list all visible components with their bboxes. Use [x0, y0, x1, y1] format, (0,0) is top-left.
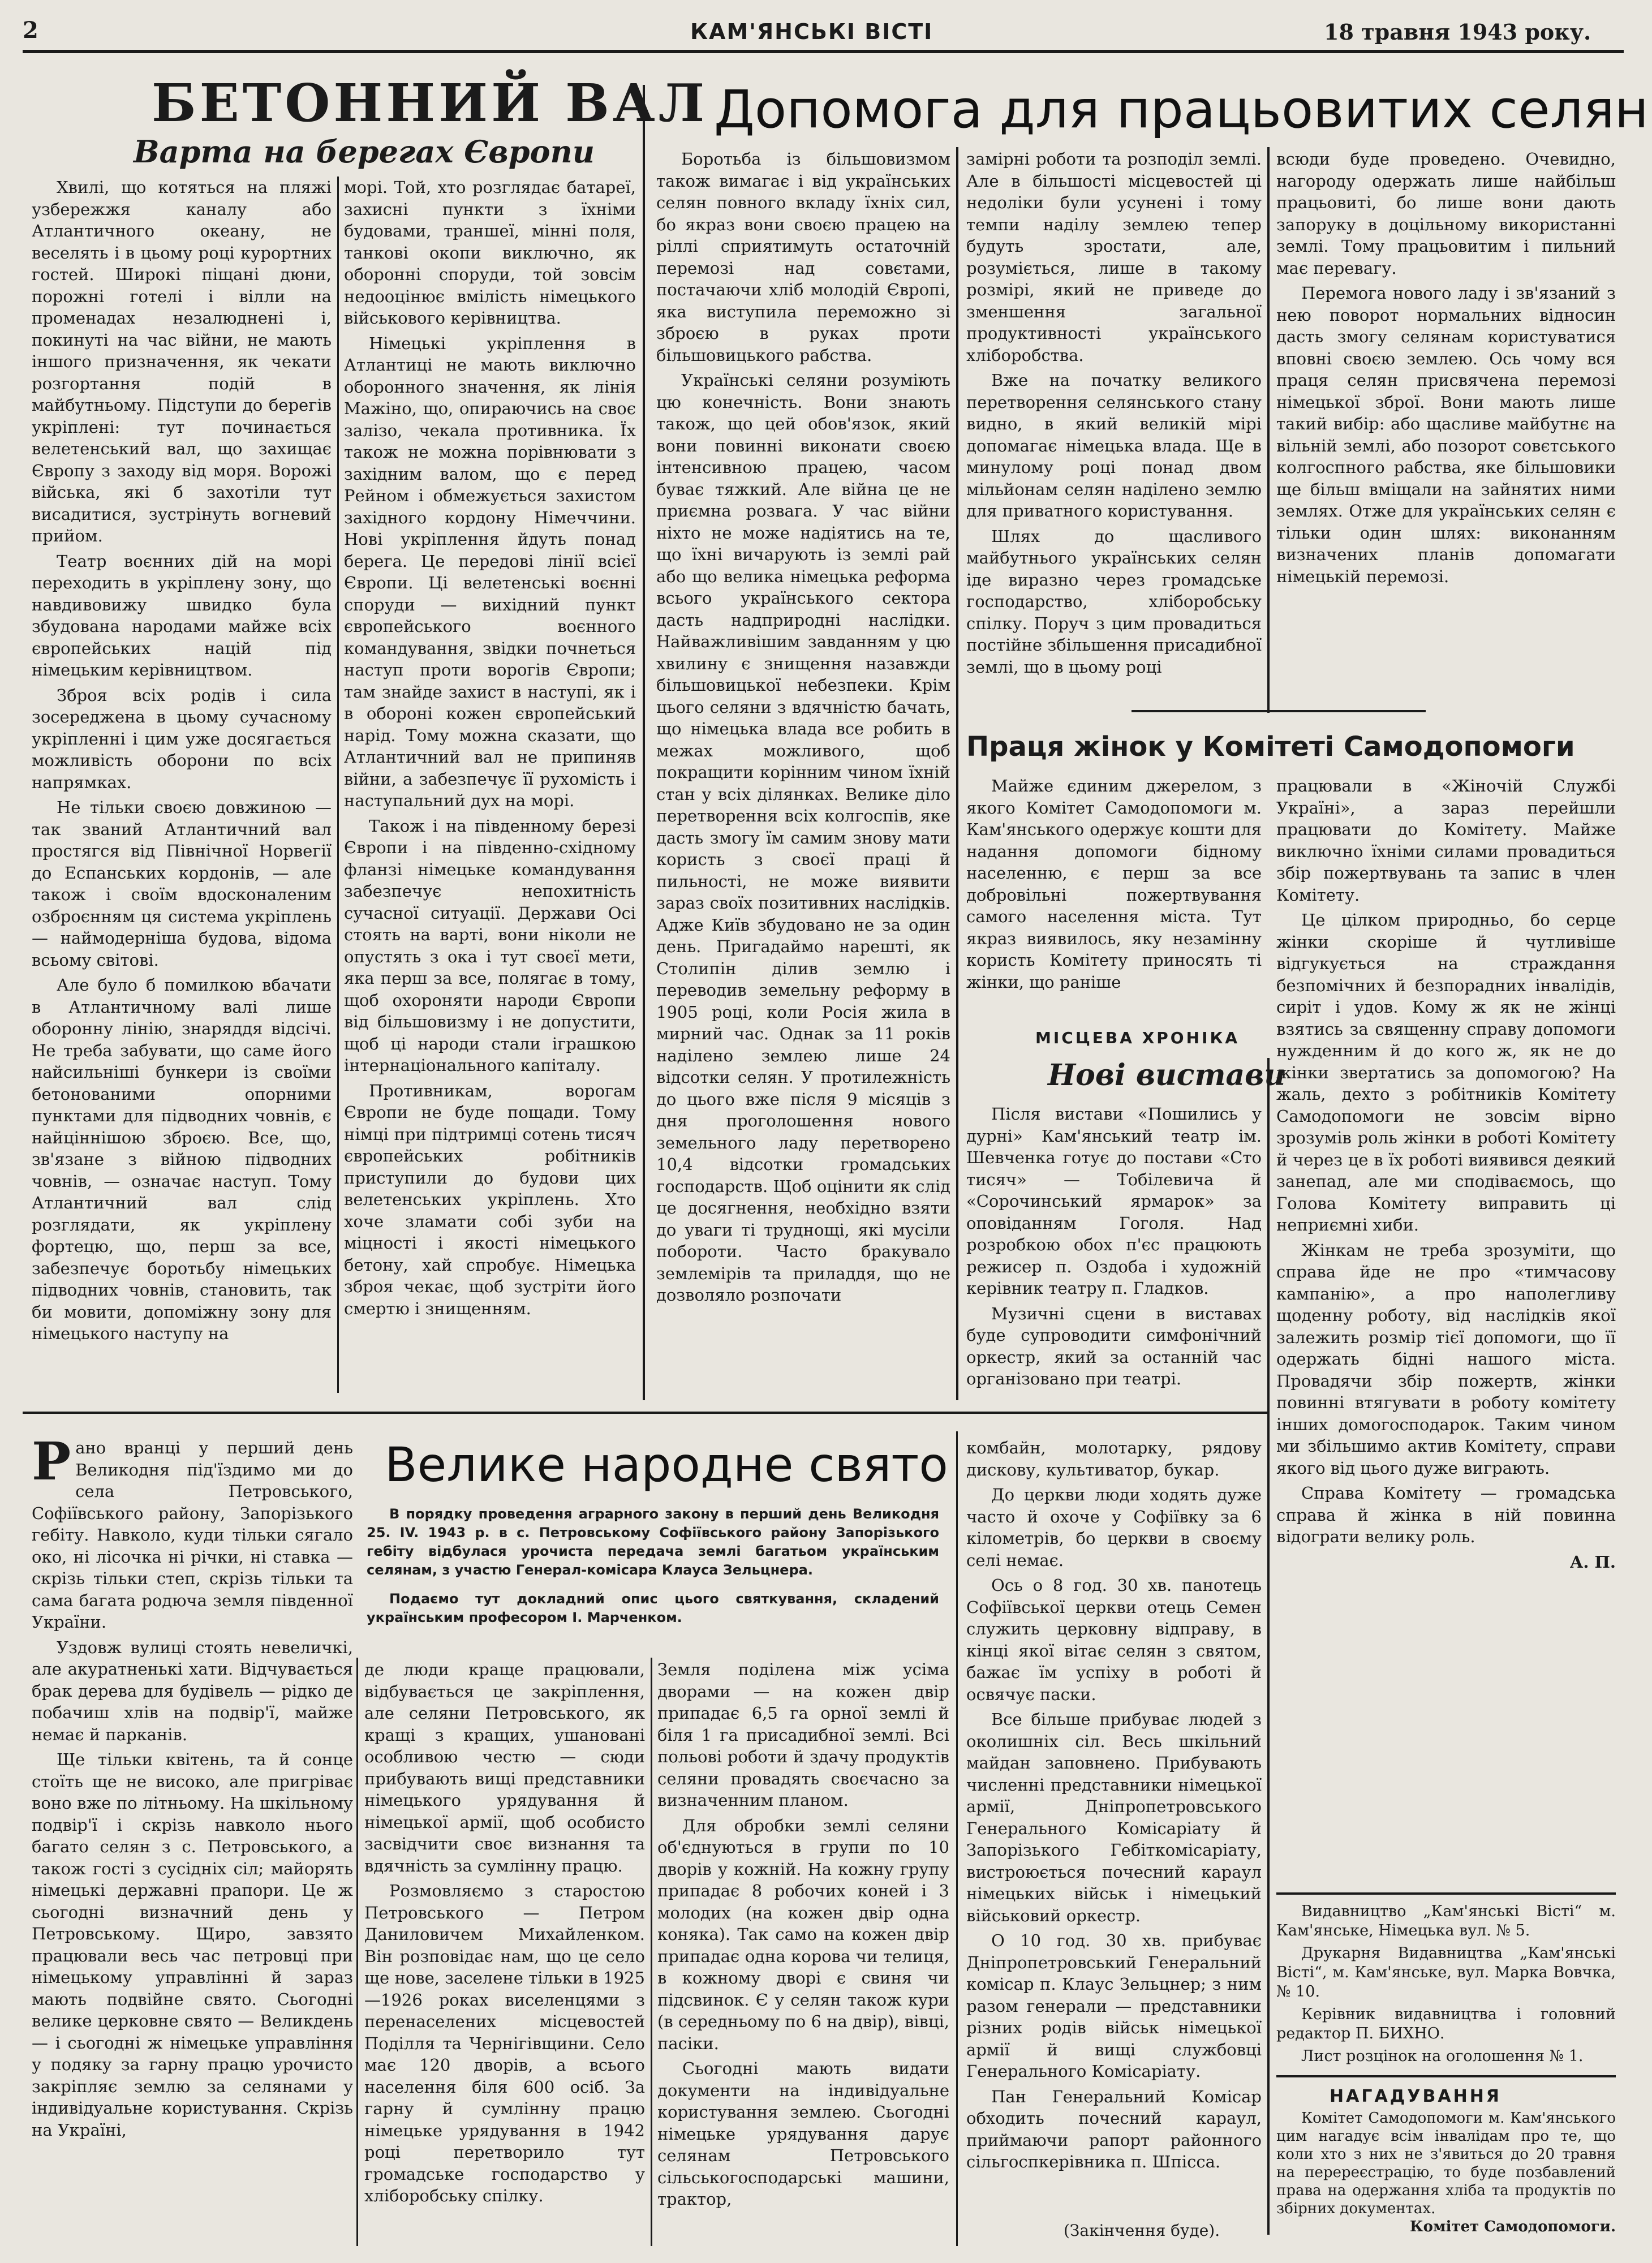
paragraph: Все більше прибуває людей з околишніх сіл. Весь шкільний майдан заповнено. Прибувають численні представники німецької армії, Дніпропетровського Генерального Комісаріату й Запорізького Гебіткомісаріату, вистроюється почесний караул німецьких військ і німецький військовий оркестр.	[966, 1710, 1262, 1925]
paragraph: морі. Той, хто розглядає батареї, захисні пункти з їхніми будовами, траншеї, мінні поля, танкові окопи виключно, як оборонні споруди, той зовсім недооцінює вмілість німецького військового керівництва.	[344, 178, 636, 328]
paragraph: Справа Комітету — громадська справа й жінка в ній повинна відограти велику роль.	[1276, 1483, 1616, 1546]
column-divider	[956, 1431, 958, 2246]
paragraph: працювали в «Жіночій Службі Україні», а зараз перейшли працювати до Комітету. Майже виключно їхніми силами провадиться збір пожертвувань та запис в член Комітету.	[1276, 776, 1616, 905]
column-divider	[337, 177, 339, 1393]
column-divider	[1267, 1058, 1270, 2235]
paragraph: Майже єдиним джерелом, з якого Комітет Самодопомоги м. Кам'янського одержує кошти для надання допомоги бідному населенню, є перш за все добровільні пожертвування самого населення міста. Тут якраз виявилось, яку незамінну користь Комітету приносять ті жінки, що раніше	[966, 776, 1262, 992]
article-column	[32, 1437, 353, 2246]
chronicle-text	[966, 1103, 1262, 1397]
paragraph: Також і на південному березі Європи і на південно-східному фланзі німецьке командування забезпечує непохитність сучасної ситуації. Держави Осі стоять на варті, вони ніколи не опустять з ока і тут своєї мети, яка перш за все, полягає в тому, щоб охороняти народи Європи від більшовизму і не допустити, щоб ці народи стали іграшкою інтернаціонального капіталу.	[344, 816, 636, 1075]
imprint-line: Лист розцінок на оголошення № 1.	[1301, 2047, 1584, 2065]
paragraph: ано вранці у перший день Великодня під'їздимо ми до села Петровського, Софіївського району, Запорізького гебіту. Навколо, куди тільки сягало око, ні лісочка ні річки, ні ставка — скрізь тільки степ, скрізь тільки та сама багата родюча земля південної України.	[32, 1438, 353, 1632]
paragraph: Театр воєнних дій на морі переходить в укріплену зону, що навдивовижу швидко була збудована народами майже всіх європейських націй під німецьким керівництвом.	[32, 551, 332, 679]
imprint-line: Видавництво „Кам'янські Вісті“ м. Кам'янське, Німецька вул. № 5.	[1276, 1903, 1616, 1939]
imprint	[1276, 1902, 1616, 2072]
lead-paragraph: В порядку проведення аграрного закону в перший день Великодня 25. IV. 1943 р. в с. Петровському Софіївського району Запорізького гебіту відбулася урочиста передача землі багатьом українським селянам, з участю Генерал-комісара Клауса Зельцнера.	[367, 1506, 939, 1578]
article-column	[1276, 775, 1616, 1884]
paragraph: Для обробки землі селяни об'єднуються в групи по 10 дворів у кожній. На кожну групу припадає 8 робочих коней і 3 молодих (на кожен двір одна коняка). Так само на кожен двір припадає одна корова чи телиця, в кожному дворі є свиня чи підсвинок. Є у селян також кури (в середньому по 6 на двір), вівці, пасіки.	[657, 1815, 949, 2053]
masthead: КАМ'ЯНСЬКІ ВІСТІ	[690, 19, 933, 44]
article-title: Велике народне свято	[385, 1437, 948, 1492]
drop-cap: Р	[32, 1437, 71, 1492]
paragraph: Уздовж вулиці стоять невеличкі, але акуратненькі хати. Відчувається брак дерева для будівель — рідко де побачиш хлів на подвір'ї, майже немає й парканів.	[32, 1637, 353, 1744]
continued-note: (Закінчення буде).	[1064, 2221, 1220, 2240]
paragraph: Вже на початку великого перетворення селянського стану видно, в який великій мірі допомагає німецька влада. Ще в минулому році понад двом мільйонам селян наділено землю для приватного користування.	[966, 371, 1262, 520]
paragraph: комбайн, молотарку, рядову дискову, культиватор, букар.	[966, 1438, 1262, 1479]
notice-title: НАГАДУВАННЯ	[1330, 2086, 1502, 2106]
paragraph: всюди буде проведено. Очевидно, нагороду одержать лише найбільш працьовиті, бо лише вони дають запоруку в доцільному використанні землі. Тому працьовитим і пильний має перевагу.	[1276, 149, 1616, 278]
imprint-line: Керівник видавництва і головний редактор П. БИХНО.	[1276, 2006, 1616, 2042]
paragraph: Розмовляємо з старостою Петровського — Петром Даниловичем Михайленком. Він розповідає нам, що це село ще нове, заселене тільки в 1925—1926 роках виселенцями з перенаселених місцевостей Поділля та Чернігівщини. Село має 120 дворів, а всього населення біля 600 осіб. За гарну й сумлінну працю німецьке урядування в 1942 році перетворило тут громадське господарство у хліборобську спілку.	[364, 1881, 645, 2205]
article-column	[657, 1659, 949, 2247]
issue-date: 18 травня 1943 року.	[1324, 19, 1591, 45]
article-title: Праця жінок у Комітеті Самодопомоги	[966, 731, 1575, 763]
section-rule	[1276, 2075, 1616, 2077]
notice-signature: Комітет Самодопомоги.	[1410, 2218, 1616, 2235]
article-title: БЕТОННИЙ ВАЛ	[152, 72, 708, 134]
article-title: Допомога для працьовитих селян	[714, 79, 1649, 140]
article-column	[1276, 148, 1616, 691]
paragraph: Перемога нового ладу і зв'язаний з нею поворот нормальних відносин дасть змогу селянам користуватися вповні своєю землею. Ось чому вся праця селян присвячена перемозі німецької зброї. Вони мають лише такий вибір: або щасливе майбутнє на вільній землі, або позорот совєтського колгоспного рабства, яке більшовики ще більш вміщали на зайнятих ними землях. Отже для українських селян є тільки один шлях: виконанням визначених планів допомагати німецькій перемозі.	[1276, 283, 1616, 586]
paragraph: О 10 год. 30 хв. прибуває Дніпропетровський Генеральний комісар п. Клаус Зельцнер; з ним разом генерали — представники різних родів військ німецької армії й вищі службовці Генерального Комісаріату.	[966, 1931, 1262, 2081]
section-rule	[1132, 710, 1426, 712]
chronicle-title: Нові вистави	[1048, 1058, 1286, 1092]
column-divider	[1267, 147, 1270, 713]
paragraph: До церкви люди ходять дуже часто й охоче у Софіївку за 6 кілометрів, бо церкви в своєму селі немає.	[966, 1485, 1262, 1570]
paragraph: Українські селяни розуміють цю конечність. Вони знають також, що цей обов'язок, який вони повинні виконати своєю інтенсивною працею, часом буває тяжкий. Але війна це не приємна розвага. У час війни ніхто не може надіятись на те, що їхні вичарують із землі рай або що велика німецька реформа всього українського сектора дасть надприродні наслідки. Найважливішим завданням у цю хвилину є знищення назавжди більшовицької небезпеки. Крім цього селяни з вдячністю бачать, що німецька влада все робить в межах можливого, щоб покращити корінним чином їхній стан у всіх ділянках. Велике діло перетворення всіх колгоспів, яке дасть змогу їм самим знову мати користь з своєї праці й пильності, не може виявити зараз своїх позитивних наслідків. Адже Київ збудовано не за один день. Пригадаймо нарешті, як Столипін ділив землю і переводив земельну реформу в 1905 році, коли Росія жила в мирний час. Однак за 11 років наділено землею лише 24 відсотки селян. У протилежність до цього вже після 9 місяців з дня проголошення нового земельного ладу перетворено 10,4 відсотки громадських господарств. Щоб оцінити як слід це досягнення, необхідно взяти до уваги ті труднощі, які мусіли побороти. Часто бракувало землемірів та приладдя, що не дозволяло розпочати	[656, 371, 950, 1305]
paragraph: Пан Генеральний Комісар обходить почесний караул, приймаючи рапорт районного сільгоспкерівника п. Шпісса.	[966, 2086, 1262, 2171]
column-divider	[643, 85, 645, 1400]
article-column	[656, 148, 950, 1393]
paragraph: Шлях до щасливого майбутнього українських селян іде виразно через громадське господарство, хліборобську спілку. Поруч з цим провадиться постійне збільшення присадибної землі, що в цьому році	[966, 526, 1262, 677]
article-column	[344, 177, 636, 1393]
paragraph: Але було б помилкою вбачати в Атлантичному валі лише оборонну лінію, знаряддя відсічі. Не треба забувати, що саме його найсильніші бункери із своїми бетонованими опорними пунктами для підводних човнів, є найціннішою зброєю. Все, що, зв'язане з війною підводних човнів, — означає наступ. Тому Атлантичний вал слід розглядати, як укріплену фортецю, що, перш за все, забезпечує боротьбу німецьких підводних човнів, становить, так би мовити, допоміжну зону для німецького наступу на	[32, 975, 332, 1343]
paragraph: Ось о 8 год. 30 хв. панотець Софіївської церкви отець Семен служить церковну відправу, в кінці якої вітає селян з святом, бажає їм успіху в роботі й освячує паски.	[966, 1576, 1262, 1704]
paragraph: де люди краще працювали, відбувається це закріплення, але селяни Петровського, як кращі з кращих, ушановані особливою честю — сюди прибувають вищі представники німецького урядування й німецької армії, щоб особисто засвідчити своє визнання та вдячність за сумлінну працю.	[364, 1660, 645, 1875]
paragraph: Не тільки своєю довжиною — так званий Атлантичний вал простягся від Північної Норвегії до Еспанських кордонів, — але також і своїм вдосконаленим озброєнням ця система укріплень — наймодерніша будова, відома всьому світові.	[32, 798, 332, 970]
header-rule	[23, 50, 1624, 53]
article-lead	[367, 1505, 939, 1641]
paragraph: Ще тільки квітень, та й сонце стоїть ще не високо, але пригріває воно вже по літньому. На шкільному подвір'ї і скрізь навколо нього багато селян з с. Петровського, а також гості з сусідніх сіл; майорять німецькі державні прапори. Це ж сьогодні визначний день у Петровському. Щиро, завзято працювали весь час петровці при німецькому управлінні й зараз мають подвійне свято. Сьогодні велике церковне свято — Великдень — і сьогодні ж німецьке управління у подяку за гарну працю урочисто закріпляє землю за селянами у індивідуальне користування. Скрізь на Україні,	[32, 1750, 353, 2140]
paragraph: Хвилі, що котяться на пляжі узбережжя каналу або Атлантичного океану, не веселять і в цьому році курортних гостей. Широкі піщані дюни, порожні готелі і вілли на променадах незалюднені і, покинуті на час війни, не мають іншого призначення, як чекати розгортання подій в майбутньому. Підступи до берегів укріплені: тут починається велетенський вал, що захищає Європу з заходу від моря. Ворожі війська, які б захотіли тут висадитися, зустрінуть вогневий прийом.	[32, 178, 332, 545]
notice-text	[1276, 2109, 1616, 2239]
paragraph: Німецькі укріплення в Атлантиці не мають виключно оборонного значення, як лінія Мажіно, що, опираючись на своє залізо, чекала противника. Їх також не можна порівнювати з західним валом, що є перед Рейном і обмежується захистом західного кордону Німеччини. Нові укріплення йдуть понад берега. Це передові лінії всієї Європи. Ці велетенські воєнні споруди — вихідний пункт європейського воєнного командування, звідки почнеться наступ проти ворогів Європи; там знайде захист в наступі, як і в обороні кожен європейський нарід. Тому можна сказати, що Атлантичний вал не припиняв війни, а забезпечує її рухомість і наступальний дух на морі.	[344, 333, 636, 810]
article-column	[364, 1659, 645, 2247]
paragraph: Боротьба із більшовизмом також вимагає і від українських селян повного вкладу їхніх сил, бо якраз вони своєю працею на ріллі сприятимуть остаточній перемозі над совєтами, постачаючи хліб молодій Європі, яка виступила переможно зі зброєю в руках проти більшовицького рабства.	[656, 149, 950, 365]
paragraph: Земля поділена між усіма дворами — на кожен двір припадає 6,5 га орної землі й біля 1 га присадибної землі. Всі польові роботи й здачу продуктів селяни провадять своєчасно за визначенним планом.	[657, 1660, 949, 1810]
paragraph: Після вистави «Пошились у дурні» Кам'янський театр ім. Шевченка готує до постави «Сто тисяч» — Тобілевича й «Сорочинський ярмарок» за оповіданням Гоголя. Над розробкою обох п'єс працюють режисер п. Оздоба і художній керівник театру п. Гладков.	[966, 1104, 1262, 1298]
article-subtitle: Варта на берегах Європи	[134, 134, 595, 170]
paragraph: Музичні сцени в виставах буде супроводити симфонічний оркестр, який за останній час організовано при театрі.	[966, 1303, 1262, 1388]
paragraph: Комітет Самодопомоги м. Кам'янського цим нагадує всім інвалідам про те, що коли хто з них не з'явиться до 20 травня на перереєстрацію, то буде позбавлений права на одержання хліба та продуктів по збірних документах.	[1276, 2110, 1616, 2217]
paragraph: замірні роботи та розподіл землі. Але в більшості місцевостей ці недоліки були усунені і тому темпи наділу землею тепер будуть зростати, але, розуміється, лише в такому розмірі, який не приведе до зменшення загальної продуктивності українського хліборобства.	[966, 149, 1262, 365]
column-divider	[651, 1658, 652, 2246]
paragraph: Жінкам не треба зрозуміти, що справа йде не про «тимчасову кампанію», а про наполегливу щоденну роботу, від наслідків якої залежить розмір тієї допомоги, що її одержать бідні нашого міста. Провадячи збір пожертв, жінки повинні втягувати в роботу комітету інших домогосподарок. Таким чином ми збільшимо актив Комітету, справи якого від цього дуже виграють.	[1276, 1240, 1616, 1478]
article-column	[32, 177, 332, 1393]
paragraph: Сьогодні мають видати документи на індивідуальне користування землею. Сьогодні німецьке урядування дарує селянам Петровського сільськогосподарські машини, трактор,	[657, 2059, 949, 2209]
imprint-line: Друкарня Видавництва „Кам'янські Вісті“, м. Кам'янське, вул. Марка Вовчка, № 10.	[1276, 1944, 1616, 2000]
paragraph: Зброя всіх родів і сила зосереджена в цьому сучасному укріпленні і цим уже досягається можливість оборони по всіх напрямках.	[32, 685, 332, 792]
section-rule	[1276, 1892, 1616, 1895]
article-column	[966, 148, 1262, 691]
article-column	[966, 775, 1262, 1013]
paragraph: Це цілком природньо, бо серце жінки скоріше й чутливіше відгукується на страждання безпомічних й безпорадних інвалідів, сиріт і удов. Кому ж як не жінці взятись за священну справу допомоги нужденним й до кого ж, як не до жінки звертатись за допомогою? На жаль, дехто з робітників Комітету Самодопомоги не зовсім вірно зрозумів роль жінки в роботі Комітету й через це в їх роботі виявився деякий занепад, але ми сподіваємось, що Голова Комітету виправить ці неприємні хиби.	[1276, 910, 1616, 1234]
section-label: МІСЦЕВА ХРОНІКА	[1035, 1029, 1240, 1047]
article-column	[966, 1437, 1262, 2218]
lead-paragraph: Подаємо тут докладний опис цього святкування, складений українським професором І. Марченком.	[367, 1591, 939, 1625]
article-signature: А. П.	[1569, 1552, 1616, 1572]
page-number: 2	[23, 17, 38, 44]
column-divider	[356, 1658, 358, 2246]
column-divider	[956, 147, 958, 1400]
paragraph: Противникам, ворогам Європи не буде пощади. Тому німці при підтримці сотень тисяч європейських робітників приступили до будови цих велетенських укріплень. Хто хоче зламати собі зуби на міцності і якості німецького бетону, хай спробує. Німецька зброя чекає, щоб зустріти його смертю і знищенням.	[344, 1081, 636, 1318]
section-rule	[23, 1412, 1267, 1414]
